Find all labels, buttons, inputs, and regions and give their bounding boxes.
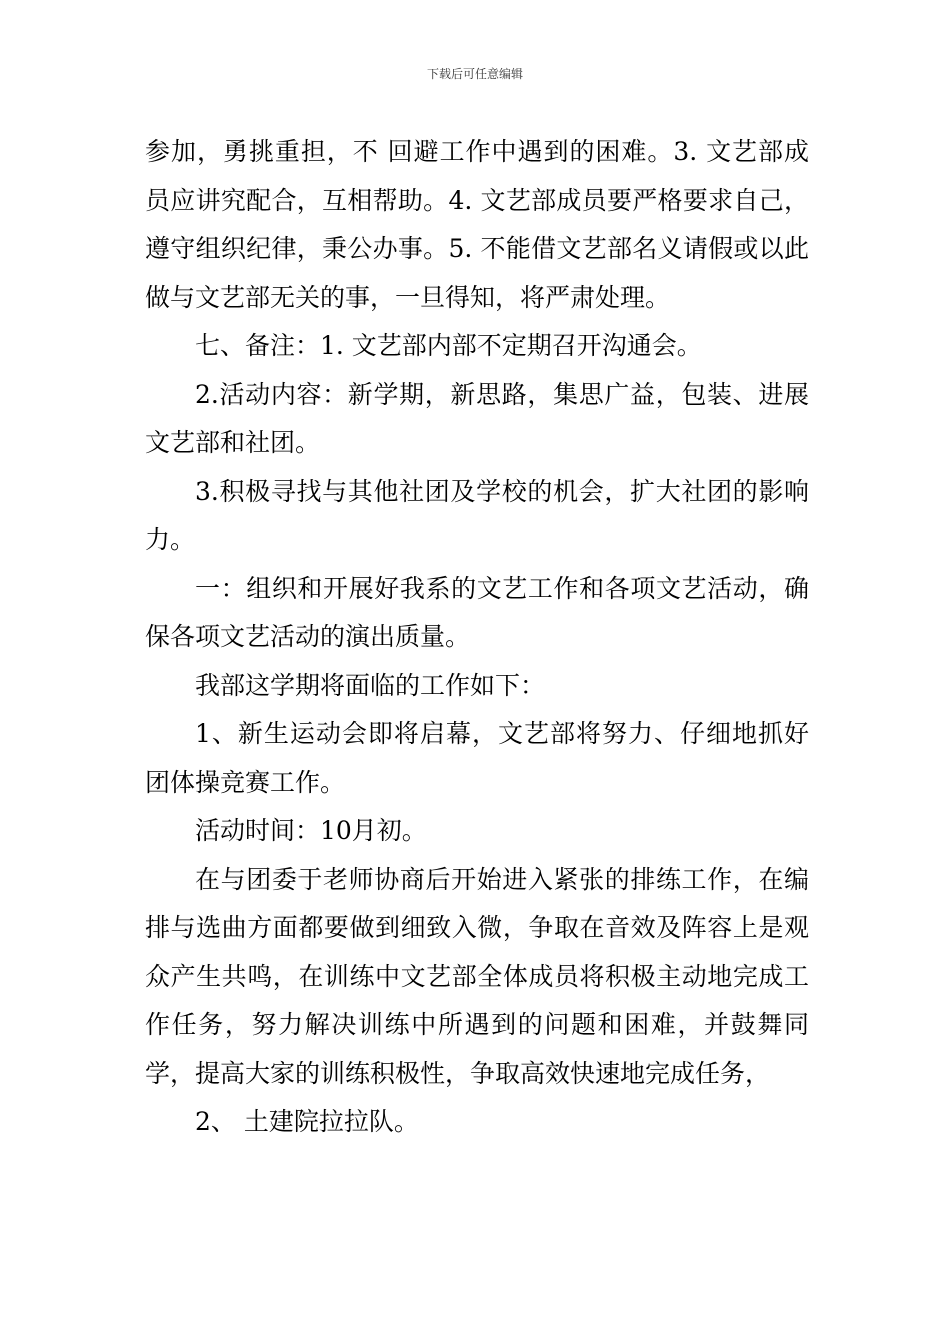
paragraph-organize: 一：组织和开展好我系的文艺工作和各项文艺活动，确保各项文艺活动的演出质量。: [145, 573, 809, 651]
paragraph-opportunities: 3.积极寻找与其他社团及学校的机会，扩大社团的影响力。: [145, 476, 809, 554]
page-header: 下载后可任意编辑: [426, 67, 523, 81]
paragraph-cheerleading: 2、 土建院拉拉队。: [195, 1107, 419, 1136]
paragraph-activity-time: 活动时间：10月初。: [195, 816, 427, 845]
paragraph-work-intro: 我部这学期将面临的工作如下：: [195, 670, 546, 700]
paragraph-sports-meet: 1、新生运动会即将启幕，文艺部将努力、仔细地抓好团体操竞赛工作。: [145, 719, 809, 797]
paragraph-continuation: 参加，勇挑重担，不 回避工作中遇到的困难。3. 文艺部成员应讲究配合，互相帮助。4. 文艺部成员要严格要求自己，遵守组织纪律，秉公办事。5. 不能借文艺部名义请假或以此做与文艺部无关的事，一旦得知，将严肃处理。: [145, 137, 809, 312]
paragraph-rehearsal: 在与团委于老师协商后开始进入紧张的排练工作，在编排与选曲方面都要做到细致入微，争取在音效及阵容上是观众产生共鸣，在训练中文艺部全体成员将积极主动地完成工作任务，努力解决训练中所遇到的问题和困难，并鼓舞同学，提高大家的训练积极性，争取高效快速地完成任务，: [145, 864, 809, 1088]
document-body: [145, 128, 809, 1147]
paragraph-activity-content: 2.活动内容：新学期，新思路，集思广益，包装、进展文艺部和社团。: [145, 379, 809, 457]
paragraph-remarks: 七、备注：1. 文艺部内部不定期召开沟通会。: [195, 331, 702, 360]
